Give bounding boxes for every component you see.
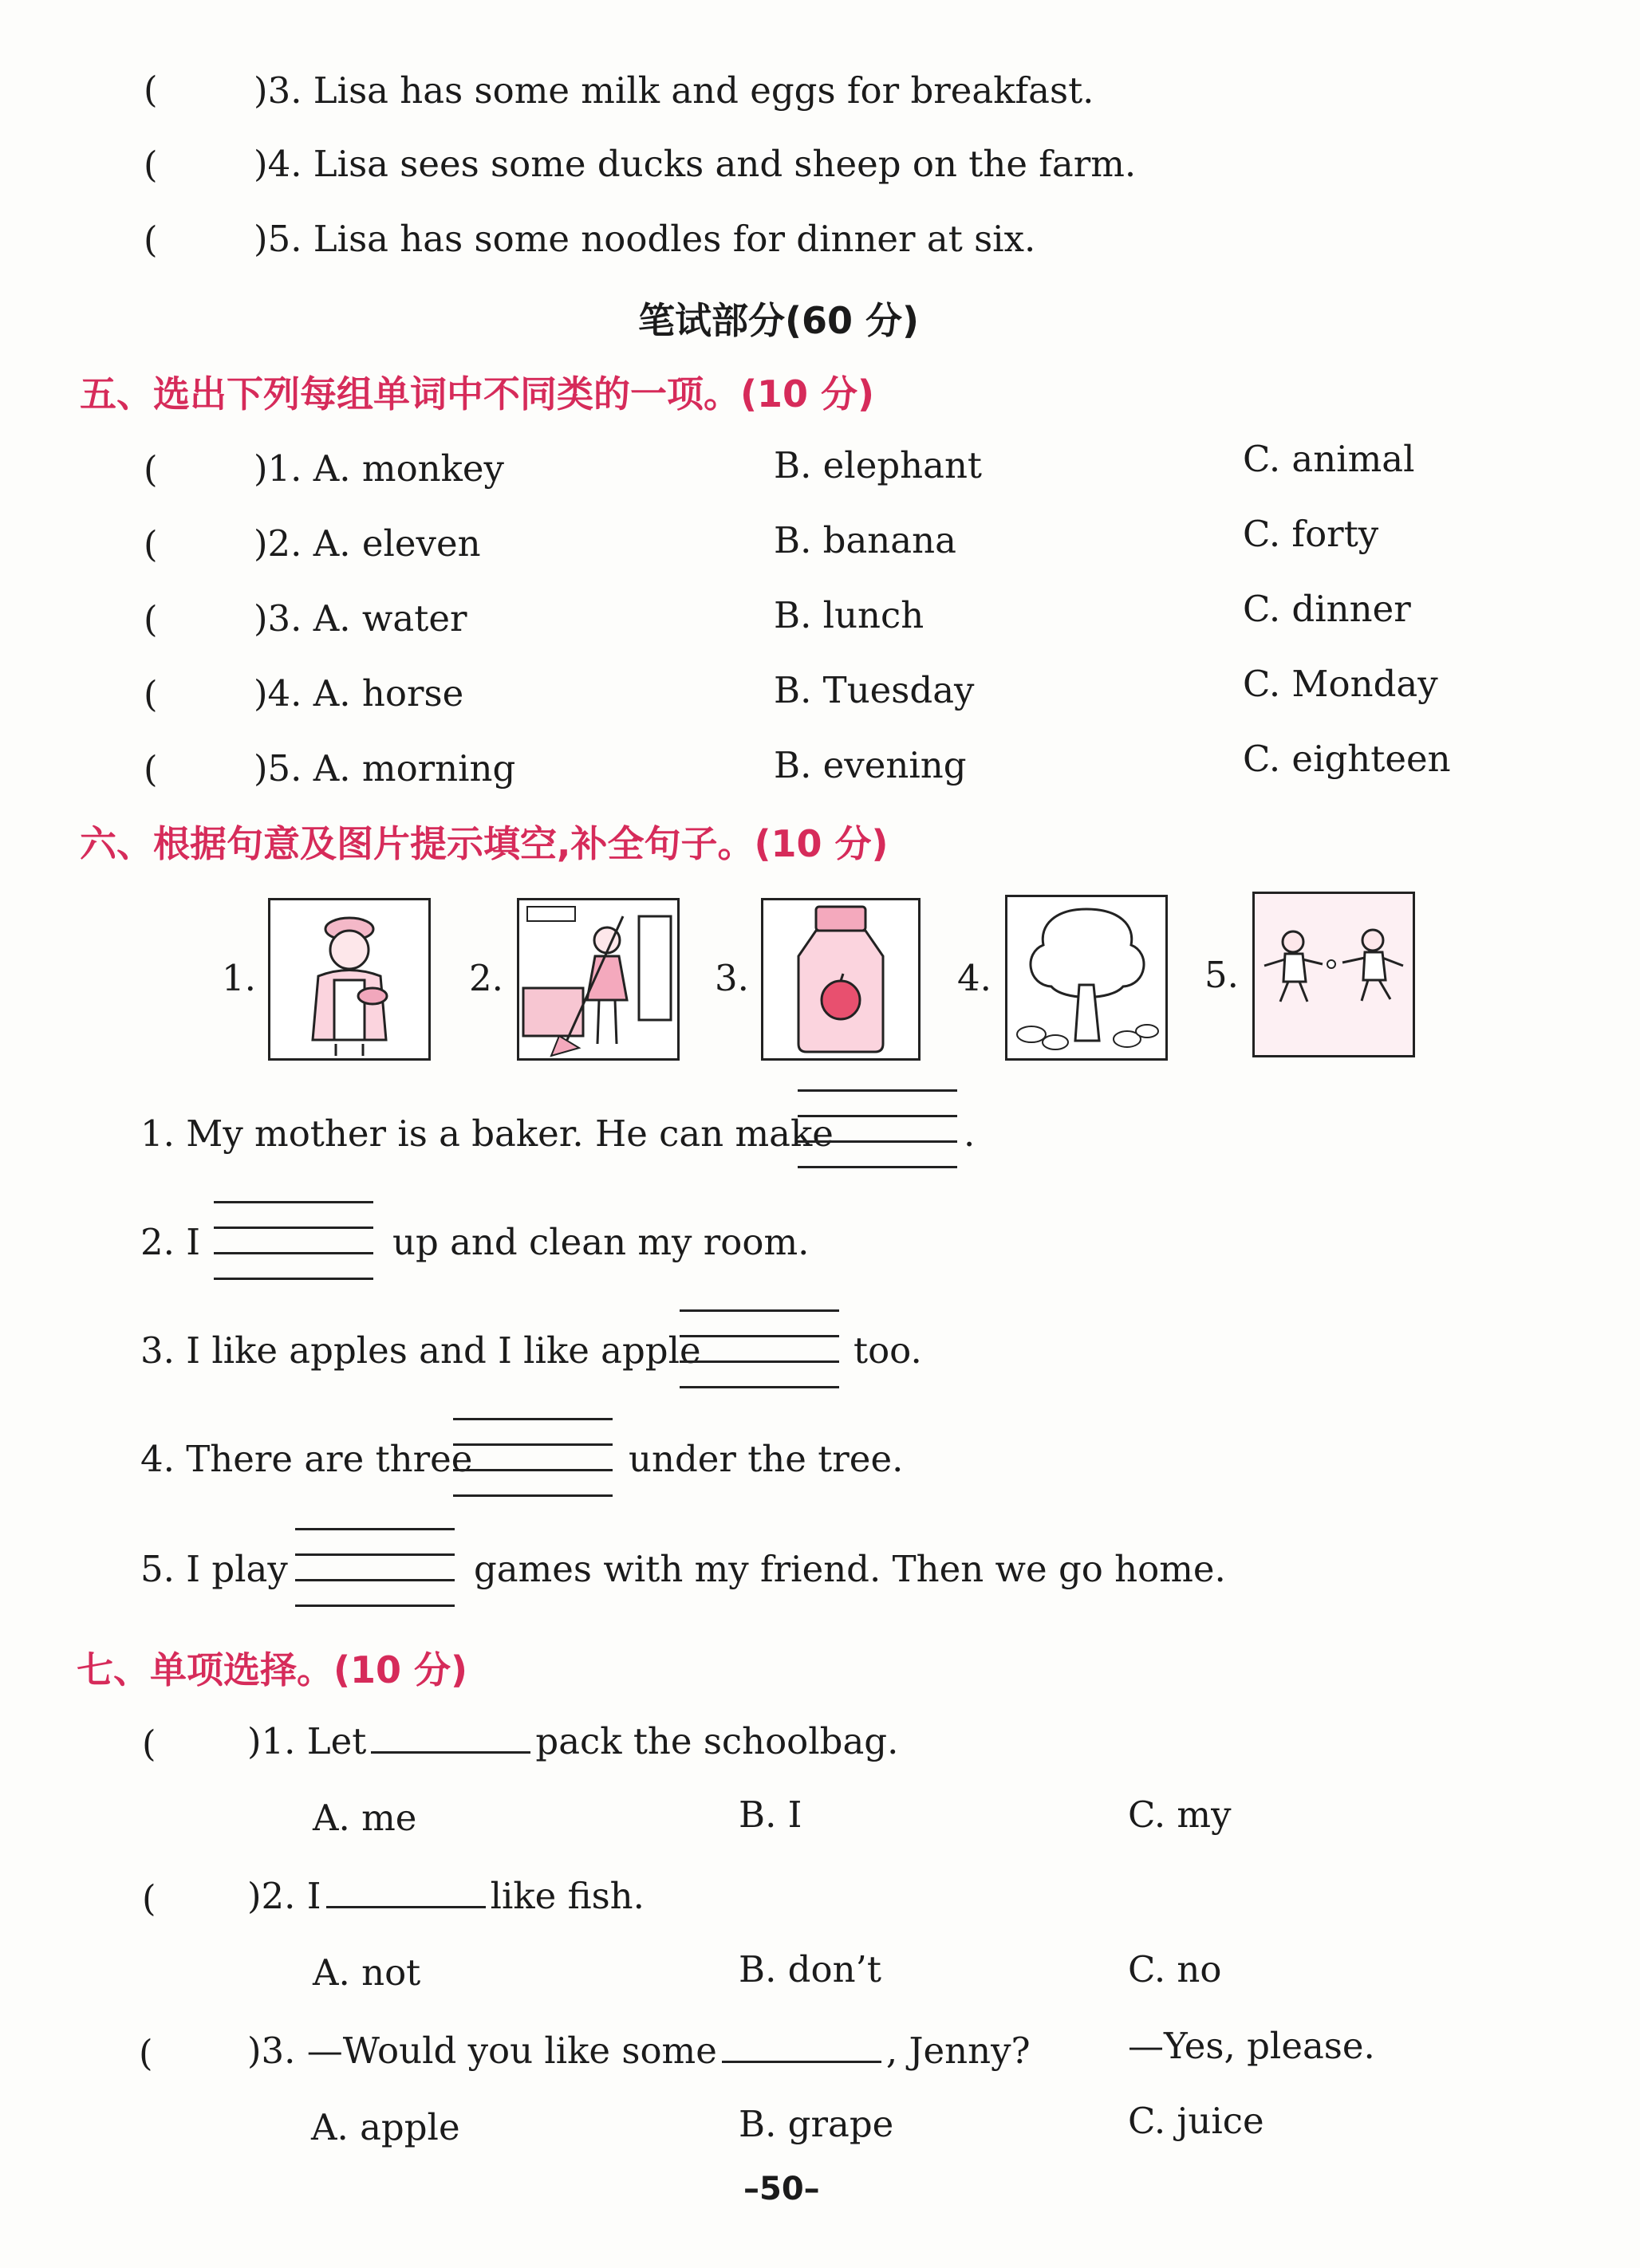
picture-1	[268, 898, 431, 1061]
answer-paren[interactable]: (	[144, 598, 158, 640]
question-text-end: , Jenny?	[885, 2030, 1031, 2072]
baker-icon	[270, 900, 428, 1058]
item-text: 4. Lisa sees some ducks and sheep on the farm.	[267, 143, 1137, 185]
section6-heading: 六、根据句意及图片提示填空,补全句子。(10 分)	[80, 822, 889, 865]
s6-sentence-4: 4. There are three	[140, 1438, 473, 1480]
s7-question-3-reply: —Yes, please.	[1128, 2025, 1375, 2067]
writing-lines[interactable]	[214, 1201, 373, 1281]
s7-question-2	[247, 1874, 645, 1919]
question-text: )2. I	[247, 1875, 321, 1917]
picture-label: 5.	[1204, 954, 1239, 996]
section7-heading: 七、单项选择。(10 分)	[77, 1648, 468, 1691]
item-text: 3. Lisa has some milk and eggs for breakfast.	[267, 69, 1094, 112]
picture-label: 4.	[957, 957, 991, 999]
picture-3	[761, 898, 921, 1061]
answer-paren[interactable]: (	[142, 1723, 156, 1765]
option-c: C. no	[1128, 1948, 1222, 1990]
girl-sweeping-icon	[519, 900, 677, 1058]
s6-sentence-5-end: games with my friend. Then we go home.	[474, 1548, 1226, 1590]
page-number: –50–	[743, 2171, 820, 2207]
picture-label: 1.	[222, 957, 256, 999]
paren-close: )	[254, 218, 268, 260]
option-c: C. animal	[1243, 438, 1415, 480]
option-c: C. my	[1128, 1794, 1232, 1836]
s5-item-1: )1. A. monkey	[254, 447, 504, 490]
answer-paren[interactable]: (	[142, 1877, 156, 1920]
fill-blank[interactable]	[722, 2029, 881, 2063]
answer-paren[interactable]: (	[144, 673, 158, 715]
writing-lines[interactable]	[680, 1309, 839, 1389]
kids-playing-icon	[1255, 894, 1413, 1055]
s6-sentence-1-end: .	[964, 1112, 976, 1155]
option-c: C. Monday	[1243, 663, 1438, 705]
written-part-title: 笔试部分(60 分)	[638, 299, 920, 342]
question-text-end: pack the schoolbag.	[535, 1720, 899, 1762]
s5-item-4: )4. A. horse	[254, 672, 464, 715]
answer-paren[interactable]: (	[144, 748, 158, 790]
option-a: A. apple	[311, 2106, 460, 2148]
option-b: B. I	[739, 1794, 802, 1836]
s6-sentence-4-end: under the tree.	[629, 1438, 904, 1480]
option-b: B. lunch	[774, 594, 924, 636]
section5-heading: 五、选出下列每组单词中不同类的一项。(10 分)	[80, 372, 875, 415]
writing-lines[interactable]	[453, 1418, 613, 1498]
option-c: C. dinner	[1243, 588, 1411, 630]
question-text-end: like fish.	[490, 1875, 645, 1917]
fill-blank[interactable]	[371, 1719, 530, 1754]
s7-question-3	[247, 2029, 1031, 2073]
picture-5	[1252, 892, 1415, 1057]
listening-item-3	[254, 69, 1094, 113]
s5-item-5: )5. A. morning	[254, 747, 516, 789]
option-b: B. elephant	[774, 444, 983, 486]
picture-4	[1005, 895, 1168, 1061]
writing-lines[interactable]	[798, 1089, 957, 1169]
s6-sentence-3-end: too.	[854, 1329, 922, 1372]
answer-paren[interactable]: (	[144, 144, 158, 186]
paren-close: )	[254, 143, 268, 185]
tree-sheep-icon	[1007, 897, 1165, 1058]
option-b: B. grape	[739, 2103, 894, 2145]
option-c: C. juice	[1128, 2100, 1264, 2142]
s7-question-1	[247, 1719, 898, 1764]
answer-paren[interactable]: (	[144, 69, 158, 111]
s6-sentence-2: 2. I	[140, 1221, 201, 1263]
option-a: A. not	[313, 1951, 421, 1994]
answer-paren[interactable]: (	[139, 2032, 153, 2074]
option-b: B. evening	[774, 744, 967, 786]
option-c: C. forty	[1243, 513, 1379, 555]
paren-close: )	[254, 69, 268, 112]
option-c: C. eighteen	[1243, 738, 1451, 780]
answer-paren[interactable]: (	[144, 448, 158, 490]
answer-paren[interactable]: (	[144, 523, 158, 565]
answer-paren[interactable]: (	[144, 219, 158, 261]
picture-label: 3.	[715, 957, 749, 999]
juice-bottle-icon	[763, 900, 918, 1058]
question-text: )3. —Would you like some	[247, 2030, 717, 2072]
listening-item-5	[254, 217, 1035, 262]
question-text: )1. Let	[247, 1720, 367, 1762]
item-text: 5. Lisa has some noodles for dinner at six.	[267, 218, 1036, 260]
option-b: B. banana	[774, 519, 956, 561]
s6-sentence-1: 1. My mother is a baker. He can make	[140, 1112, 834, 1155]
option-a: A. me	[313, 1797, 417, 1839]
listening-item-4	[254, 142, 1136, 187]
s5-item-2: )2. A. eleven	[254, 522, 481, 565]
picture-label: 2.	[469, 957, 503, 999]
s6-sentence-2-end: up and clean my room.	[392, 1221, 810, 1263]
s6-sentence-3: 3. I like apples and I like apple	[140, 1329, 701, 1372]
s6-sentence-5: 5. I play	[140, 1548, 288, 1590]
s5-item-3: )3. A. water	[254, 597, 467, 640]
option-b: B. don’t	[739, 1948, 881, 1990]
fill-blank[interactable]	[326, 1874, 486, 1908]
option-b: B. Tuesday	[774, 669, 975, 711]
picture-2	[517, 898, 680, 1061]
writing-lines[interactable]	[295, 1528, 455, 1608]
